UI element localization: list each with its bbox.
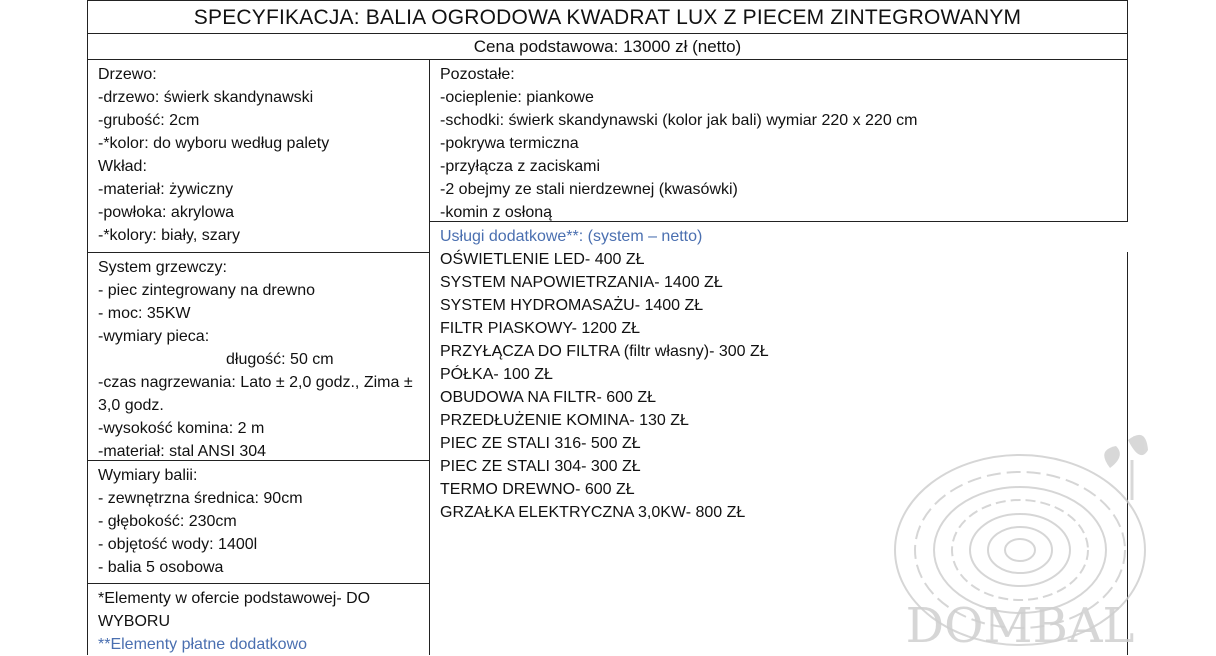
wood-line: -materiał: żywiczny [98,181,234,198]
other-line: -ocieplenie: piankowe [440,89,594,106]
extras-item: PÓŁKA- 100 ZŁ [440,366,553,383]
extras-item: GRZAŁKA ELEKTRYCZNA 3,0KW- 800 ZŁ [440,504,746,521]
dimensions-line: - zewnętrzna średnica: 90cm [98,490,303,507]
other-section [429,59,1128,222]
extras-item: OŚWIETLENIE LED- 400 ZŁ [440,251,645,268]
wood-section [87,59,430,253]
dimensions-line: - głębokość: 230cm [98,513,237,530]
extras-item: SYSTEM HYDROMASAŻU- 1400 ZŁ [440,297,704,314]
heating-header: System grzewczy: [98,259,227,276]
extras-header: Usługi dodatkowe**: (system – netto) [440,228,703,245]
extras-item: OBUDOWA NA FILTR- 600 ZŁ [440,389,657,406]
base-price: Cena podstawowa: 13000 zł (netto) [87,33,1128,60]
wood-line: -*kolory: biały, szary [98,227,240,244]
heating-line: - piec zintegrowany na drewno [98,282,316,299]
wood-line: -*kolor: do wyboru według palety [98,135,330,152]
heating-line: -czas nagrzewania: Lato ± 2,0 godz., Zima ± 3,0 godz. [98,374,413,414]
wood-line: Wkład: [98,158,147,175]
legend-base: *Elementy w ofercie podstawowej- DO WYBORU [98,590,371,630]
legend-section [87,583,430,655]
wood-line: Drzewo: [98,66,157,83]
extras-item: PRZEDŁUŻENIE KOMINA- 130 ZŁ [440,412,689,429]
heating-line: długość: 50 cm [226,351,334,368]
heating-line: -materiał: stal ANSI 304 [98,443,267,460]
other-line: -pokrywa termiczna [440,135,579,152]
other-line: -przyłącza z zaciskami [440,158,601,175]
dimensions-line: - objętość wody: 1400l [98,536,258,553]
heating-line: -wysokość komina: 2 m [98,420,265,437]
extras-item: PIEC ZE STALI 316- 500 ZŁ [440,435,641,452]
heating-section [87,252,430,461]
wood-line: -drzewo: świerk skandynawski [98,89,314,106]
other-line: -2 obejmy ze stali nierdzewnej (kwasówki) [440,181,738,198]
extras-item: TERMO DREWNO- 600 ZŁ [440,481,635,498]
dombal-logo-watermark [870,420,1170,655]
wood-line: -powłoka: akrylowa [98,204,235,221]
extras-item: PIEC ZE STALI 304- 300 ZŁ [440,458,641,475]
dimensions-line: Wymiary balii: [98,467,198,484]
other-line: -schodki: świerk skandynawski (kolor jak bali) wymiar 220 x 220 cm [440,112,918,129]
extras-item: PRZYŁĄCZA DO FILTRA (filtr własny)- 300 ZŁ [440,343,769,360]
extras-item: FILTR PIASKOWY- 1200 ZŁ [440,320,641,337]
spec-title: SPECYFIKACJA: BALIA OGRODOWA KWADRAT LUX Z PIECEM ZINTEGROWANYM [87,0,1128,34]
other-line: -komin z osłoną [440,204,553,221]
heating-line: -wymiary pieca: [98,328,210,345]
watermark-brand: DOMBAL [905,598,1135,654]
extras-item: SYSTEM NAPOWIETRZANIA- 1400 ZŁ [440,274,723,291]
legend-paid: **Elementy płatne dodatkowo [98,636,308,653]
wood-line: -grubość: 2cm [98,112,200,129]
heating-line: - moc: 35KW [98,305,191,322]
dimensions-section [87,460,430,584]
other-line: Pozostałe: [440,66,515,83]
dimensions-line: - balia 5 osobowa [98,559,224,576]
